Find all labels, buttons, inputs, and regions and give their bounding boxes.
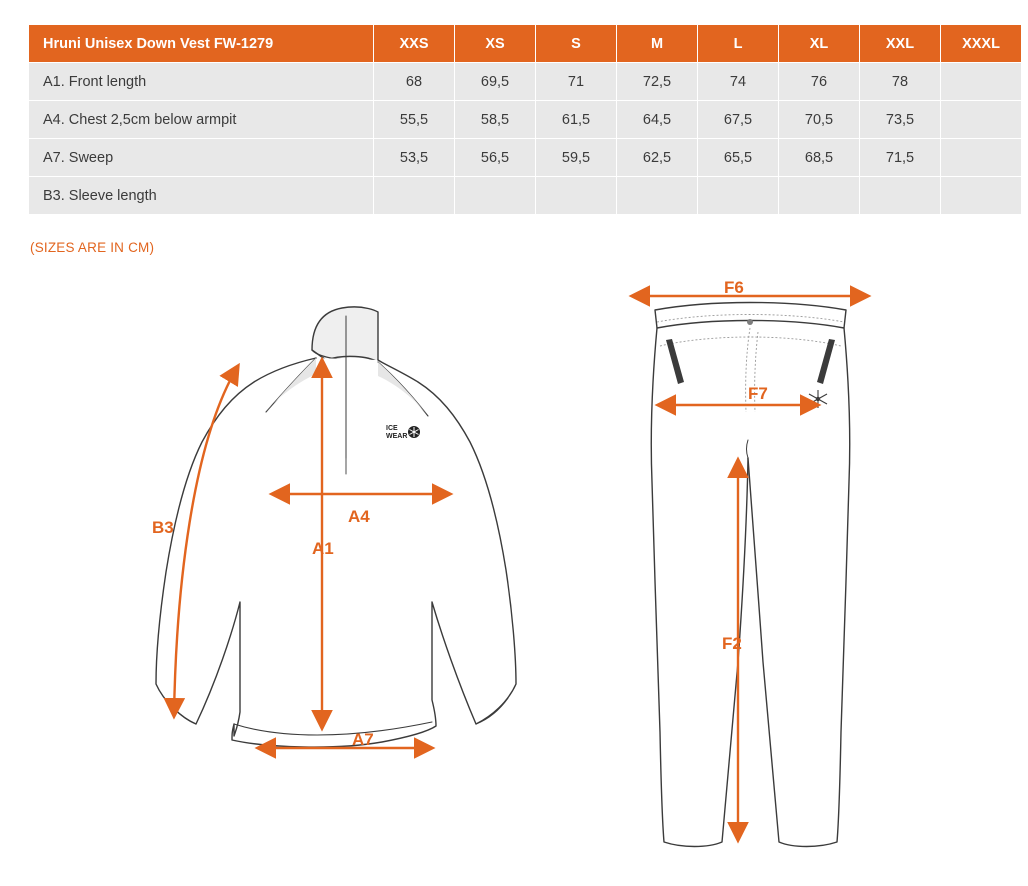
cell-a4-xs: 58,5 <box>455 101 536 139</box>
dimension-label-f6: F6 <box>724 278 744 297</box>
product-title-header: Hruni Unisex Down Vest FW-1279 <box>29 25 374 63</box>
cell-a4-xxxl <box>941 101 1022 139</box>
cell-a1-s: 71 <box>536 63 617 101</box>
dimension-label-f2: F2 <box>722 634 742 653</box>
cell-b3-xxs <box>374 177 455 215</box>
dimension-label-a4: A4 <box>348 507 370 526</box>
size-header-xl: XL <box>779 25 860 63</box>
cell-a7-m: 62,5 <box>617 139 698 177</box>
measurement-label-a4: A4. Chest 2,5cm below armpit <box>29 101 374 139</box>
size-header-m: M <box>617 25 698 63</box>
cell-a7-s: 59,5 <box>536 139 617 177</box>
figures-area <box>0 262 1028 882</box>
units-note: (SIZES ARE IN CM) <box>30 240 155 255</box>
dimension-label-f7: F7 <box>748 384 768 403</box>
size-header-l: L <box>698 25 779 63</box>
cell-a1-m: 72,5 <box>617 63 698 101</box>
cell-a7-l: 65,5 <box>698 139 779 177</box>
cell-a4-xxs: 55,5 <box>374 101 455 139</box>
table-row <box>29 177 1022 215</box>
measurement-label-b3: B3. Sleeve length <box>29 177 374 215</box>
size-table-container <box>28 24 1000 215</box>
cell-b3-xs <box>455 177 536 215</box>
measurement-label-a7: A7. Sweep <box>29 139 374 177</box>
cell-b3-xxxl <box>941 177 1022 215</box>
cell-b3-xl <box>779 177 860 215</box>
dimension-label-b3: B3 <box>152 518 174 537</box>
cell-a4-l: 67,5 <box>698 101 779 139</box>
svg-text:WEAR: WEAR <box>386 433 408 440</box>
cell-a4-xl: 70,5 <box>779 101 860 139</box>
cell-a1-l: 74 <box>698 63 779 101</box>
size-table-head <box>29 25 1022 63</box>
table-row <box>29 63 1022 101</box>
cell-a7-xxs: 53,5 <box>374 139 455 177</box>
cell-a7-xl: 68,5 <box>779 139 860 177</box>
cell-a7-xs: 56,5 <box>455 139 536 177</box>
cell-a1-xl: 76 <box>779 63 860 101</box>
cell-a4-xxl: 73,5 <box>860 101 941 139</box>
svg-text:ICE: ICE <box>386 425 398 432</box>
cell-a7-xxxl <box>941 139 1022 177</box>
cell-b3-l <box>698 177 779 215</box>
cell-b3-s <box>536 177 617 215</box>
measurement-label-a1: A1. Front length <box>29 63 374 101</box>
size-header-xxs: XXS <box>374 25 455 63</box>
size-header-xxxl: XXXL <box>941 25 1022 63</box>
dimension-label-a7: A7 <box>352 730 374 749</box>
cell-a1-xs: 69,5 <box>455 63 536 101</box>
size-header-xxl: XXL <box>860 25 941 63</box>
cell-a4-s: 61,5 <box>536 101 617 139</box>
cell-a7-xxl: 71,5 <box>860 139 941 177</box>
dimension-label-a1: A1 <box>312 539 334 558</box>
size-table <box>28 24 1022 215</box>
table-row <box>29 139 1022 177</box>
cell-a1-xxs: 68 <box>374 63 455 101</box>
cell-a1-xxxl <box>941 63 1022 101</box>
cell-b3-xxl <box>860 177 941 215</box>
top-garment-illustration <box>120 262 540 882</box>
size-table-body <box>29 63 1022 215</box>
cell-b3-m <box>617 177 698 215</box>
table-row <box>29 101 1022 139</box>
cell-a4-m: 64,5 <box>617 101 698 139</box>
trousers-illustration <box>600 262 900 862</box>
size-header-xs: XS <box>455 25 536 63</box>
table-header-row <box>29 25 1022 63</box>
size-header-s: S <box>536 25 617 63</box>
cell-a1-xxl: 78 <box>860 63 941 101</box>
